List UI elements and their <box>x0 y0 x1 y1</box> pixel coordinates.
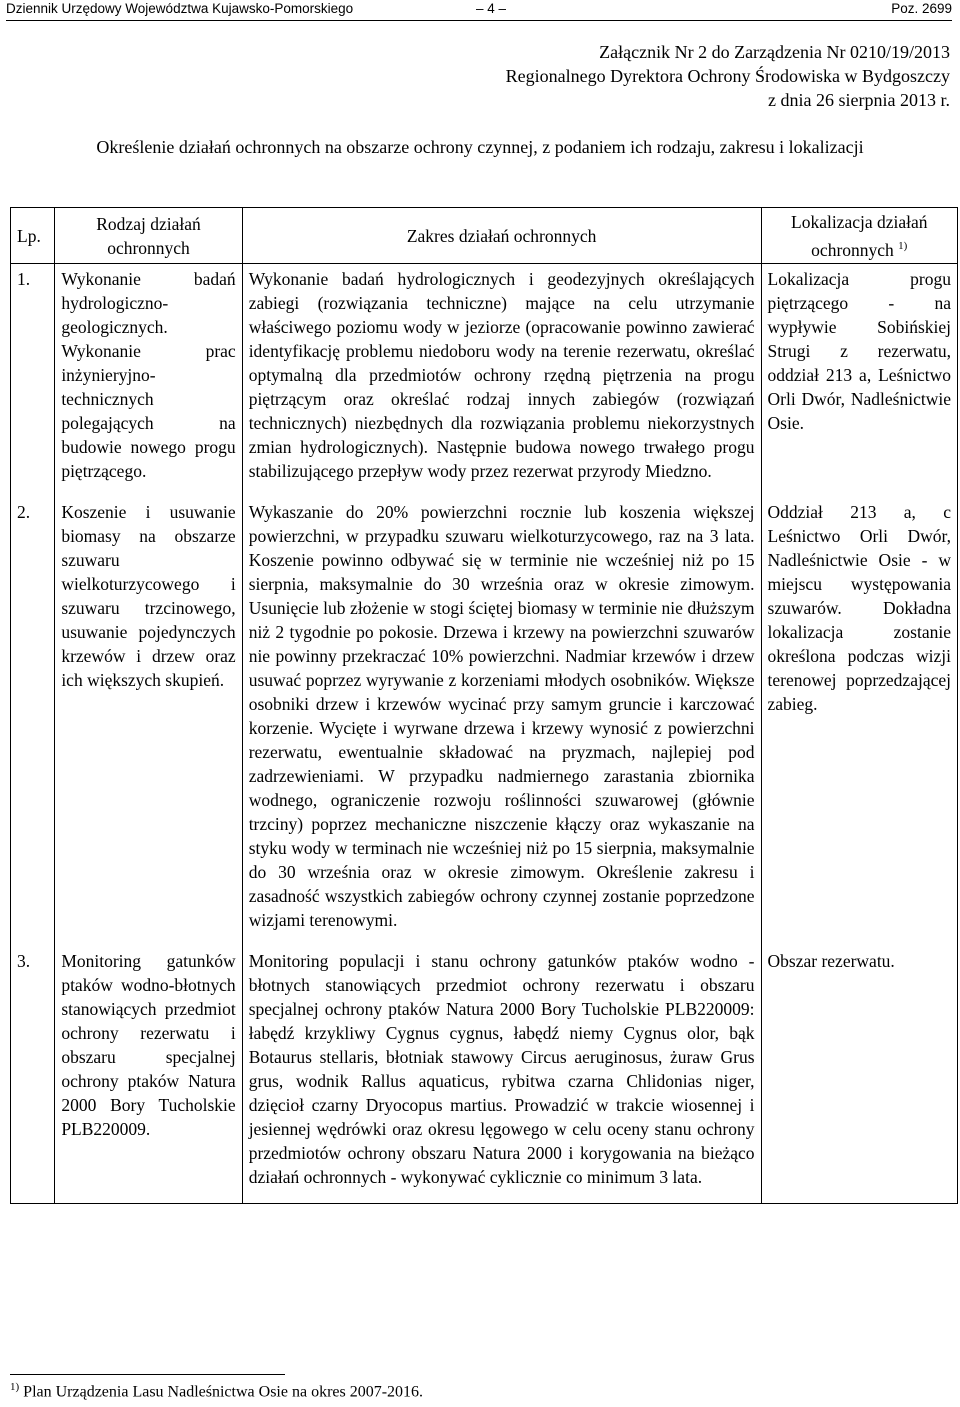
row-1-rodzaj: Wykonanie badań hydrologiczno-geologicznych. Wykonanie prac inżynieryjno-technicznych polegających na budowie nowego progu piętrzącego. <box>55 264 242 498</box>
header-lp: Lp. <box>11 208 55 264</box>
annex-line-1: Załącznik Nr 2 do Zarządzenia Nr 0210/19/2013 <box>599 42 950 62</box>
header-rodzaj: Rodzaj działań ochronnych <box>55 208 242 264</box>
table-row <box>11 264 958 498</box>
page-header <box>6 0 952 21</box>
row-1-zakres: Wykonanie badań hydrologicznych i geodezyjnych określających zabiegi (rozwiązania techniczne) mające na celu utrzymanie właściwego poziomu wody w jeziorze (opracowanie powinno zawierać identyfikację problemu niedoboru wody na terenie rezerwatu, określać optymalną dla przedmiotów ochrony rzędną piętrzenia na progu piętrzącym oraz określać rodzaj innych zabiegów (rozwiązań technicznych) niezbędnych dla rozwiązania problemu niekorzystnych zmian hydrologicznych). Następnie budowa nowego trwałego progu stabilizującego przepływ wody przez rezerwat przyrody Miedzno. <box>242 264 761 498</box>
footnote-marker: 1) <box>10 1381 20 1393</box>
footnote-divider <box>10 1374 285 1375</box>
footnote-ref: 1) <box>898 239 908 252</box>
annex-reference <box>506 40 950 112</box>
annex-line-3: z dnia 26 sierpnia 2013 r. <box>768 90 950 110</box>
row-2-zakres: Wykaszanie do 20% powierzchni rocznie lub koszenia większej powierzchni, w przypadku szuwaru wielkoturzycowego, raz na 3 lata. Koszenie powinno odbywać się w terminie nie wcześniej niż po 15 sierpnia, maksymalnie do 30 września oraz w okresie zimowym. Usunięcie lub złożenie w stogi ściętej biomasy w terminie nie dłuższym niż 2 tygodnie po pokosie. Drzewa i krzewy na powierzchni szuwarów nie powinny przekraczać 10% powierzchni. Nadmiar krzewów i drzew usuwać poprzez wyrywanie z korzeniami młodych osobników. Większe osobniki drzew i krzewów wycinać przy samym gruncie i karczować korzenie. Wycięte i wyrwane drzewa i krzewy wynosić z powierzchni rezerwatu, ewentualnie składować na pryzmach, najlepiej pod zadrzewieniami. W przypadku nadmiernego zarastania zbiornika wodnego, ograniczenie rozwoju roślinności szuwarowej (głównie trzciny) poprzez mechaniczne niszczenie kłączy oraz wykaszanie na styku wody w terminach nie wcześniej niż po 15 sierpnia, maksymalnie do 30 września oraz w okresie zimowym. Określenie zakresu i zasadność wszystkich zabiegów ochrony czynnej zostanie poprzedzone wizjami terenowymi. <box>242 497 761 946</box>
row-3-rodzaj: Monitoring gatunków ptaków wodno-błotnych stanowiących przedmiot ochrony rezerwatu i obszaru specjalnej ochrony ptaków Natura 2000 Bory Tucholskie PLB220009. <box>55 946 242 1204</box>
row-2-lp: 2. <box>11 497 55 946</box>
row-3-zakres: Monitoring populacji i stanu ochrony gatunków ptaków wodno - błotnych stanowiących przedmiot ochrony rezerwatu i obszaru specjalnej ochrony ptaków Natura 2000 Bory Tucholskie PLB220009: łabędź krzykliwy Cygnus cygnus, łabędź niemy Cygnus olor, bąk Botaurus stellaris, błotniak stawowy Circus aeruginosus, żuraw Grus grus, wodnik Rallus aquaticus, rybitwa czarna Chlidonias niger, dzięcioł czarny Dryocopus martius. Prowadzić w trakcie wiosennej i jesiennej wędrówki oraz okresu lęgowego w celu oceny stanu ochrony przedmiotów ochrony obszaru Natura 2000 i korygowania na bieżąco działań ochronnych - wykonywać cyklicznie co minimum 3 lata. <box>242 946 761 1204</box>
header-lokalizacja-text: Lokalizacja działań ochronnych <box>791 211 928 260</box>
table-header-row <box>11 208 958 264</box>
document-title: Określenie działań ochronnych na obszarze ochrony czynnej, z podaniem ich rodzaju, zakresu i lokalizacji <box>96 137 864 157</box>
journal-name: Dziennik Urzędowy Województwa Kujawsko-Pomorskiego <box>6 1 354 16</box>
page-number: – 4 – <box>476 1 507 16</box>
row-2-rodzaj: Koszenie i usuwanie biomasy na obszarze szuwaru wielkoturzycowego i szuwaru trzcinowego, usuwanie pojedynczych krzewów i drzew oraz ich większych skupień. <box>55 497 242 946</box>
row-3-lokalizacja: Obszar rezerwatu. <box>761 946 957 1204</box>
row-3-lp: 3. <box>11 946 55 1204</box>
row-2-lokalizacja: Oddział 213 a, c Leśnictwo Orli Dwór, Nadleśnictwie Osie - w miejscu występowania szuwarów. Dokładna lokalizacja zostanie określona podczas wizji terenowej poprzedzającej zabieg. <box>761 497 957 946</box>
annex-line-2: Regionalnego Dyrektora Ochrony Środowiska w Bydgoszczy <box>505 66 950 86</box>
footnote-text: Plan Urządzenia Lasu Nadleśnictwa Osie na okres 2007-2016. <box>23 1383 424 1401</box>
actions-table <box>10 207 958 1204</box>
row-1-lokalizacja: Lokalizacja progu piętrzącego - na wypływie Sobińskiej Strugi z rezerwatu, oddział 213 a, Leśnictwo Orli Dwór, Nadleśnictwie Osie. <box>761 264 957 498</box>
footnote <box>10 1381 423 1401</box>
table-row <box>11 497 958 946</box>
table-row <box>11 946 958 1204</box>
header-lokalizacja <box>761 208 957 264</box>
row-1-lp: 1. <box>11 264 55 498</box>
header-zakres: Zakres działań ochronnych <box>242 208 761 264</box>
position-number: Poz. 2699 <box>891 1 952 16</box>
